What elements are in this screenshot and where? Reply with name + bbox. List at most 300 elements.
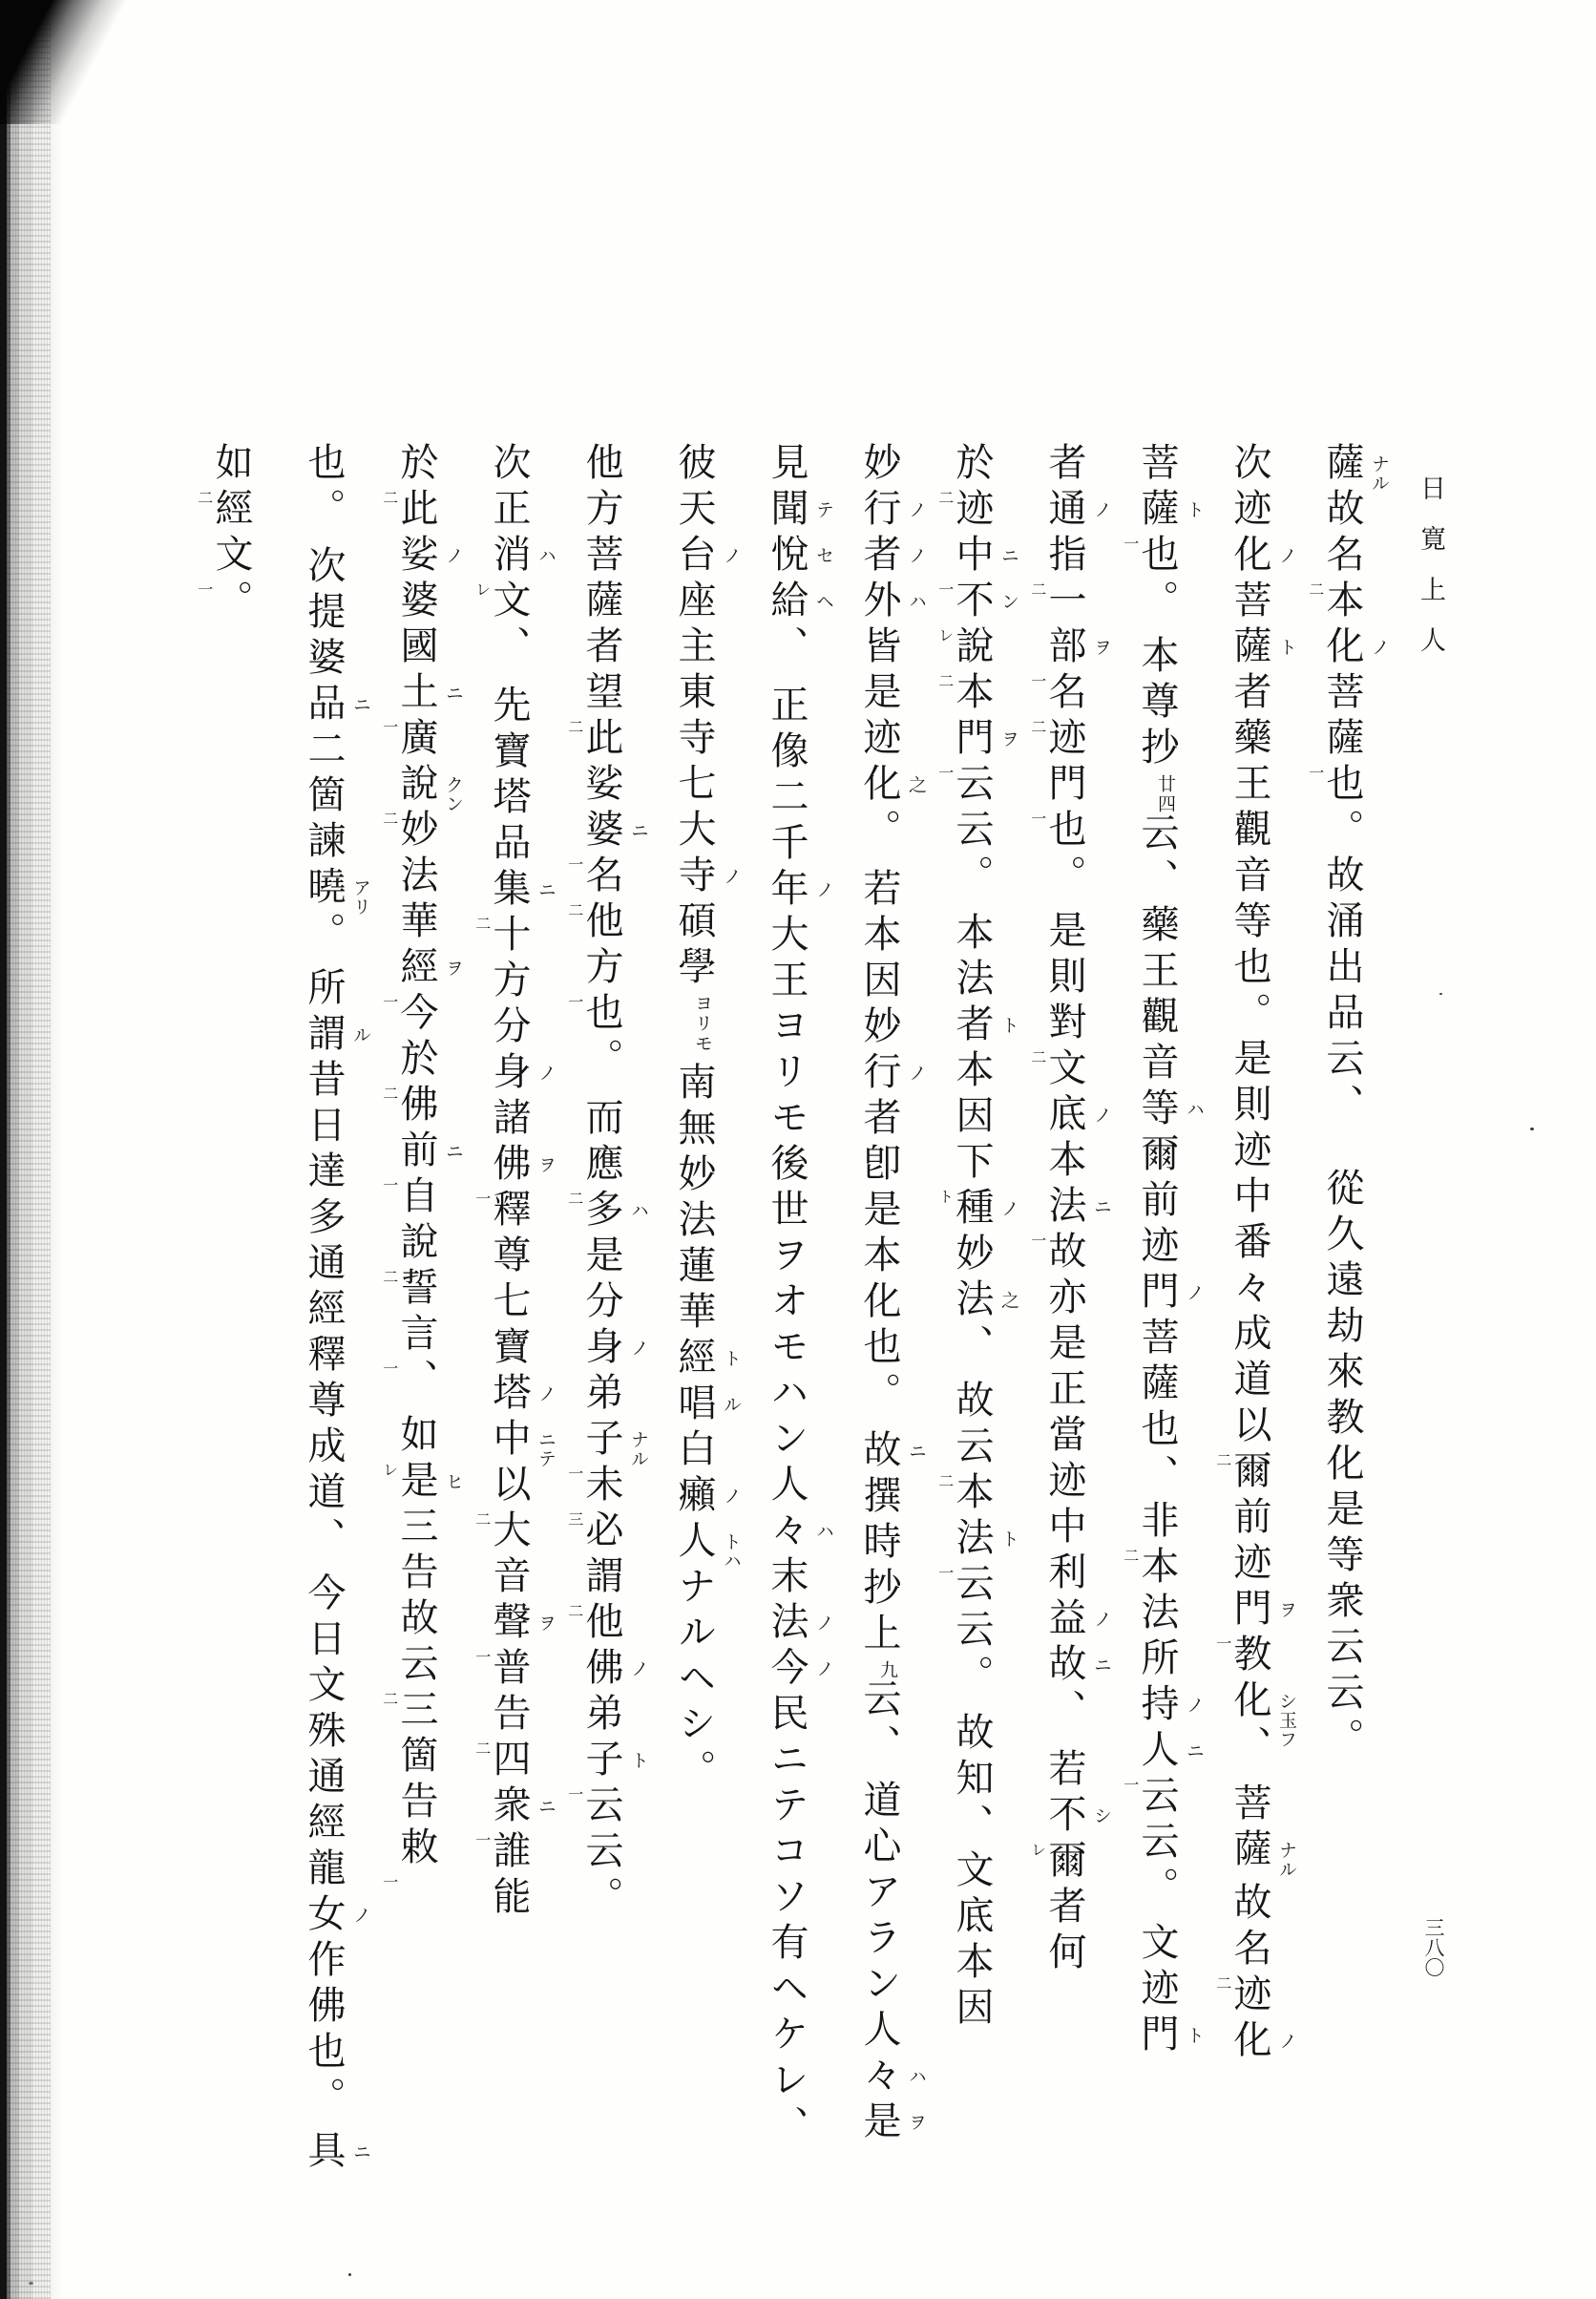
text-run: 本 <box>950 1471 994 1517</box>
okurigana-mark: ナル <box>628 1430 649 1468</box>
okurigana-mark: ヲ <box>1091 638 1112 657</box>
text-run: 婆國 <box>394 580 438 671</box>
text-run: 末 <box>765 1555 808 1601</box>
annotated-char: 種 ノ <box>950 1187 1019 1233</box>
kaeriten-mark: 二 <box>565 1603 584 1619</box>
okurigana-mark: ト <box>998 1016 1019 1035</box>
okurigana-mark: 之 <box>906 775 927 794</box>
annotated-char: 門 ノ <box>1135 1271 1205 1317</box>
annotated-char: 化 之 <box>857 763 927 809</box>
okurigana-mark: ニ <box>536 1797 556 1816</box>
kaeriten-mark: 二 <box>195 490 214 506</box>
annotated-char: 文 一 <box>195 534 253 598</box>
okurigana-mark: ノ <box>628 1339 649 1358</box>
okurigana-mark: セ <box>813 546 834 565</box>
text-run: 迹 <box>1042 717 1086 763</box>
annotated-char: 人 トハ <box>672 1520 742 1571</box>
annotated-char: 薩 ト <box>1228 625 1297 671</box>
kaeriten-mark: 二 <box>565 902 584 918</box>
okurigana-mark: ナル <box>1276 1841 1297 1879</box>
kaeriten-mark: 一 <box>935 765 955 781</box>
text-run: 此娑 <box>579 717 623 809</box>
annotated-char: 薩 一 <box>1306 717 1364 781</box>
text-run: 此 <box>394 488 438 534</box>
text-run: 從久遠劫來教化是等衆云云。 <box>1320 1168 1364 1763</box>
text-run: 今 <box>394 992 438 1038</box>
text-column <box>380 442 464 2122</box>
kaeriten-mark: 一 <box>380 994 399 1010</box>
text-run: 本尊抄 <box>1135 635 1179 772</box>
annotated-char: 謂 二 <box>565 1555 623 1619</box>
annotated-char: 行 ノ <box>857 488 927 534</box>
text-run: 皆是迹 <box>857 625 901 763</box>
text-run: 菩 <box>1135 442 1179 488</box>
text-run: 爾者何 <box>1042 1840 1086 1977</box>
okurigana-mark: ノ <box>998 1199 1019 1218</box>
annotated-char: 品 ニ <box>302 683 371 728</box>
text-run: 經 <box>209 488 253 534</box>
text-run: 迹 <box>950 488 994 534</box>
kaeriten-mark: 一 <box>565 994 584 1010</box>
okurigana-mark: ヲ <box>536 1614 556 1633</box>
kaeriten-mark: 二 <box>472 1511 492 1528</box>
annotated-char: 言 一 <box>380 1313 438 1377</box>
annotated-char: 云 二 <box>935 1425 994 1489</box>
annotated-char: 中 ニテ <box>487 1418 556 1468</box>
okurigana-mark: ノ <box>1091 500 1112 519</box>
text-run: 。 <box>857 809 901 854</box>
text-run: 他 <box>579 900 623 946</box>
okurigana-mark: 之 <box>998 1291 1019 1310</box>
page-number-value: 三八〇 <box>1422 1917 1445 1977</box>
text-column <box>765 442 834 2151</box>
okurigana-mark: ノ <box>1184 1696 1205 1715</box>
kaeriten-mark: 二 <box>1028 581 1047 598</box>
text-run: 所 <box>302 967 346 1013</box>
annotated-char: 名 二 <box>1028 671 1086 735</box>
scan-speck <box>29 2282 33 2285</box>
text-run: 民ニテコソ有ヘケレ、 <box>765 1693 808 2151</box>
annotated-char: 娑 ノ <box>394 534 464 580</box>
text-run: 見 <box>765 442 808 488</box>
kaeriten-mark: 一 <box>935 581 955 598</box>
okurigana-mark: ヲ <box>443 959 464 978</box>
okurigana-mark: ナル <box>1369 454 1390 493</box>
annotated-char: 化 ノ <box>1320 625 1390 671</box>
text-run: 是則 <box>1042 910 1086 1002</box>
okurigana-mark: ノ <box>1091 1610 1112 1629</box>
kaeriten-mark: 一 <box>380 1874 399 1890</box>
text-run: 他方菩薩者 <box>579 442 623 671</box>
kaeriten-mark: 一 <box>1306 765 1325 781</box>
text-run: 、 <box>765 625 808 671</box>
annotated-char: 下 ト <box>935 1141 994 1205</box>
text-run: 他 <box>579 1601 623 1647</box>
annotated-char: 法 ト 一 <box>935 1517 1019 1581</box>
text-run: 彼天 <box>672 442 716 534</box>
okurigana-mark: ハ <box>906 2067 927 2086</box>
okurigana-mark: ヒ <box>443 1472 464 1491</box>
binding-edge-noise <box>7 0 51 2299</box>
okurigana-mark: ノ <box>443 546 464 565</box>
okurigana-mark: ヲ <box>906 2113 927 2132</box>
kaeriten-mark: 一 <box>380 719 399 735</box>
text-column <box>1213 442 1297 2122</box>
okurigana-mark: ニ <box>1091 1656 1112 1675</box>
text-run: 迹 <box>1228 1973 1271 2019</box>
text-run: 本因 <box>950 1049 994 1141</box>
text-run: 也。故涌出品云、 <box>1320 763 1364 1129</box>
annotated-char: 身 ノ <box>487 1051 556 1097</box>
text-run: 、 <box>394 1359 438 1404</box>
kaeriten-mark: 一 <box>1121 536 1140 552</box>
kaeriten-mark: 二 <box>935 1473 955 1489</box>
annotated-char: 多 ハ <box>579 1189 649 1234</box>
text-column <box>472 442 556 2122</box>
kaeriten-mark: 一 <box>472 1649 492 1665</box>
annotated-char: 聞 テ <box>765 488 834 534</box>
okurigana-mark: ル <box>350 1025 371 1044</box>
annotated-char: 聲 ヲ 一 <box>472 1601 556 1665</box>
annotated-char: 說 クン 二 <box>380 763 464 827</box>
annotated-char: 故 ニ <box>857 1429 927 1475</box>
text-column <box>302 442 371 2176</box>
text-run: 也。 <box>302 442 346 534</box>
annotated-char: 土 ニ 一 <box>380 671 464 735</box>
annotated-char: 行 ノ <box>857 1051 927 1097</box>
annotated-char: 者 ト <box>950 1003 1019 1049</box>
annotated-char: 底 ノ <box>1042 1093 1112 1139</box>
text-run: 、 <box>1042 1689 1086 1735</box>
annotated-char: 佛 ノ <box>579 1647 649 1693</box>
text-run: 教 <box>1228 1634 1271 1679</box>
text-run: 撰時抄上 <box>857 1475 901 1658</box>
okurigana-mark: ノ <box>906 1064 927 1083</box>
annotated-char: 給 ヘ <box>765 580 834 625</box>
annotated-char: 佛 ヲ 一 <box>472 1143 556 1207</box>
text-run: 云云。 <box>579 1784 623 1922</box>
text-run: 一 <box>1042 580 1086 625</box>
text-run: 弟 <box>579 1693 623 1739</box>
annotated-char: 說 二 <box>935 625 994 689</box>
kaeriten-mark: 一 <box>565 1466 584 1482</box>
okurigana-mark: ノ <box>813 1659 834 1678</box>
annotated-char: 具 ニ <box>302 2130 371 2176</box>
text-run: 爾前迹 <box>1228 1450 1271 1588</box>
okurigana-mark: ニ <box>1091 1197 1112 1216</box>
kaeriten-mark: 二 <box>380 1691 399 1707</box>
text-run: 道心アラン人 <box>857 1780 901 2055</box>
text-run: 故亦是正當迹中利 <box>1042 1231 1086 1597</box>
text-run: 四 <box>487 1739 531 1784</box>
annotated-char: 指 二 <box>1028 534 1086 598</box>
text-run: 菩 <box>1320 671 1364 717</box>
text-run: 若本因妙 <box>857 868 901 1051</box>
okurigana-mark: ノ <box>813 1614 834 1633</box>
okurigana-mark: ヲ <box>998 729 1019 749</box>
text-run: 云云。 <box>1135 1775 1179 1912</box>
text-run: ナルヘシ。 <box>672 1566 716 1795</box>
text-run: 、 <box>950 1324 994 1370</box>
annotated-char: 曉 アリ <box>302 866 371 917</box>
text-run: 者卽是本化也。 <box>857 1097 901 1418</box>
okurigana-mark: ノ <box>1184 1283 1205 1302</box>
kaeriten-mark: 二 <box>472 916 492 932</box>
text-run: 故知、文底本因 <box>950 1712 994 2033</box>
okurigana-mark: ニ <box>1184 1741 1205 1761</box>
page-corner-shadow <box>0 0 134 124</box>
text-run: 誓 <box>394 1267 438 1313</box>
scan-speck <box>348 2273 351 2276</box>
okurigana-mark: ヲ <box>536 1155 556 1174</box>
okurigana-mark: ハ <box>813 1522 834 1541</box>
text-run: 文 <box>1042 1047 1086 1093</box>
okurigana-mark: ニ <box>628 821 649 840</box>
kaeriten-mark: 二 <box>380 1086 399 1102</box>
kaeriten-mark: 二 <box>380 1269 399 1285</box>
text-run: 云、藥王觀音 <box>1135 812 1179 1087</box>
text-run: 作佛也。 <box>302 1939 346 2122</box>
running-header-title: 日寛上人 <box>1416 475 1445 677</box>
okurigana-mark: ハ <box>628 1201 649 1220</box>
text-run: 次提婆 <box>302 545 346 683</box>
annotated-char: 持 ノ <box>1135 1683 1205 1729</box>
text-run: 十方分 <box>487 914 531 1051</box>
text-run: 爾前迹 <box>1135 1133 1179 1271</box>
annotated-char: 名 二 <box>1213 1928 1271 1992</box>
text-run: 故 <box>1228 1882 1271 1928</box>
okurigana-mark: テ <box>813 500 834 519</box>
kaeriten-mark: 一 <box>935 1565 955 1581</box>
text-run: 座主東寺七大 <box>672 580 716 854</box>
text-run: 也。 <box>1135 534 1179 625</box>
annotated-char: 中 ニ 一 <box>935 534 1019 598</box>
kaeriten-mark: レ <box>1028 1842 1047 1858</box>
text-run: 三箇告 <box>394 1689 438 1826</box>
annotated-char: 經 ト <box>672 1337 742 1382</box>
okurigana-mark: ニ <box>350 2142 371 2162</box>
annotated-char: 告 二 <box>472 1693 531 1757</box>
annotated-char: 望 二 <box>565 671 623 735</box>
annotated-char: 名 二 <box>1306 534 1364 598</box>
text-column <box>935 442 1019 2122</box>
text-run: 是分 <box>579 1234 623 1326</box>
okurigana-mark: ノ <box>721 1487 742 1506</box>
okurigana-mark: シ玉フ <box>1276 1692 1297 1749</box>
text-run: 文迹 <box>1135 1922 1179 2014</box>
text-run: 白 <box>672 1428 716 1474</box>
annotated-char: 門 ト <box>1135 2014 1205 2059</box>
kaeriten-mark: ト <box>935 1189 955 1205</box>
annotated-char: 化 ノ <box>1228 2019 1297 2065</box>
page-number <box>1423 1917 1443 1977</box>
text-column <box>565 442 649 2122</box>
inline-note: 廿四 <box>1155 774 1176 814</box>
okurigana-mark: ニ <box>536 880 556 899</box>
text-column <box>1121 442 1205 2122</box>
annotated-char: 敕 一 <box>380 1826 438 1890</box>
annotated-char: 是 ヲ <box>857 2100 927 2146</box>
kaeriten-mark: 二 <box>472 1740 492 1757</box>
annotated-char: 不 シ レ <box>1028 1794 1112 1858</box>
annotated-char: 故 ニ <box>1042 1643 1112 1689</box>
kaeriten-mark: 二 <box>1121 1548 1140 1564</box>
text-run: 云云。 <box>950 763 994 900</box>
annotated-char: 應 二 <box>565 1143 623 1207</box>
okurigana-mark: ニ <box>350 695 371 714</box>
annotated-char: 門 ヲ 一 <box>1213 1588 1297 1652</box>
kaeriten-mark: 二 <box>935 673 955 689</box>
annotated-char: 婆 ニ 一 <box>565 809 649 873</box>
annotated-char: 名 二 <box>565 854 623 918</box>
annotated-char: 等 ハ <box>1135 1087 1205 1133</box>
text-run: 佛 <box>394 1084 438 1129</box>
text-run: 故 <box>1320 488 1364 534</box>
scan-speck <box>1530 1128 1534 1130</box>
text-column <box>1028 442 1112 2122</box>
text-run: 昔日達多通經釋尊成道、 <box>302 1059 346 1563</box>
okurigana-mark: ニテ <box>536 1430 556 1468</box>
annotated-char: 說 二 <box>380 1221 438 1285</box>
okurigana-mark: ノ <box>350 1906 371 1925</box>
text-run: 也。 <box>579 992 623 1084</box>
annotated-char: 薩 ト 一 <box>1121 488 1205 552</box>
text-run: 妙 <box>950 1233 994 1278</box>
kaeriten-mark: 二 <box>380 811 399 827</box>
annotated-char: 門 一 <box>1028 763 1086 827</box>
annotated-char: 々 ハ <box>857 2055 927 2100</box>
annotated-char: 年 ノ <box>765 868 834 914</box>
text-block <box>159 442 1390 2176</box>
annotated-char: 今 ノ <box>765 1647 834 1693</box>
annotated-char: 云 二 <box>380 1643 438 1707</box>
text-run: 若 <box>1042 1748 1086 1794</box>
kaeriten-mark: 二 <box>1028 719 1047 735</box>
annotated-char: 對 二 <box>1028 1002 1086 1065</box>
okurigana-mark: ノ <box>906 500 927 519</box>
annotated-char: 寺 ノ <box>672 854 742 900</box>
annotated-char: 不 ン レ <box>935 580 1019 643</box>
annotated-char: 消 ハ レ <box>472 534 556 598</box>
kaeriten-mark: 一 <box>565 1786 584 1803</box>
text-run: 本 <box>1320 580 1364 625</box>
annotated-char: 子 ナル 一 <box>565 1418 649 1482</box>
text-column <box>857 442 927 2146</box>
okurigana-mark: ヘ <box>813 592 834 611</box>
text-run: 者藥王觀音等也。是則迹中番々成道 <box>1228 671 1271 1404</box>
kaeriten-mark: レ <box>380 1462 399 1478</box>
inline-note: ヨリモ <box>692 994 713 1054</box>
okurigana-mark: ヲ <box>1276 1600 1297 1619</box>
annotated-char: 通 ノ <box>1042 488 1112 534</box>
okurigana-mark: ニ <box>443 684 464 703</box>
annotated-char: 薩 ナル <box>1228 1828 1297 1879</box>
text-column <box>1306 442 1390 2122</box>
text-run: 也。 <box>1042 809 1086 900</box>
annotated-char: 癩 ノ <box>672 1474 742 1520</box>
kaeriten-mark: 一 <box>472 1832 492 1848</box>
kaeriten-mark: 二 <box>1028 1049 1047 1065</box>
annotated-char: 人 ニ 一 <box>1121 1729 1205 1793</box>
annotated-char: 外 ハ <box>857 580 927 625</box>
text-run: 自 <box>394 1175 438 1221</box>
annotated-char: 集 ニ 二 <box>472 868 556 932</box>
text-run: 者 <box>1042 442 1086 488</box>
okurigana-mark: ニ <box>998 546 1019 565</box>
kaeriten-mark: 一 <box>380 1177 399 1193</box>
annotated-char: 於 二 <box>380 442 438 506</box>
annotated-char: 台 ノ <box>672 534 742 580</box>
okurigana-mark: ト <box>1276 638 1297 657</box>
annotated-char: 是 ヒ <box>394 1460 464 1506</box>
annotated-char: 衆 ニ 一 <box>472 1784 556 1848</box>
annotated-char: 部 ヲ 一 <box>1028 625 1112 689</box>
okurigana-mark: ノ <box>536 1384 556 1403</box>
okurigana-mark: ト <box>998 1529 1019 1549</box>
text-run: 本法所 <box>1135 1546 1179 1683</box>
text-run: 本 <box>950 671 994 717</box>
text-run: 、 <box>1228 1725 1271 1771</box>
text-run: 文、 <box>487 580 531 671</box>
kaeriten-mark: レ <box>935 627 955 643</box>
annotated-char: 法 之 <box>950 1278 1019 1324</box>
text-run: 菩薩也、 <box>1135 1317 1179 1500</box>
annotated-char: 女 ノ <box>302 1893 371 1939</box>
annotated-char: 身 ノ <box>579 1326 649 1372</box>
okurigana-mark: ト <box>1184 2026 1205 2045</box>
text-run: 云、 <box>857 1678 901 1770</box>
annotated-char: 者 ノ <box>857 534 927 580</box>
text-run: 二箇諫 <box>302 728 346 866</box>
okurigana-mark: ノ <box>813 880 834 899</box>
text-run: 而 <box>579 1097 623 1143</box>
kaeriten-mark: 二 <box>1213 1452 1232 1468</box>
annotated-char: 未 三 <box>565 1464 623 1528</box>
annotated-char: 方 一 <box>565 946 623 1010</box>
text-run: 故 <box>950 1380 994 1425</box>
annotated-char: 化 シ玉フ <box>1228 1679 1297 1749</box>
annotated-char: 益 ノ <box>1042 1597 1112 1643</box>
annotated-char: 法 ノ <box>765 1601 834 1647</box>
okurigana-mark: ノ <box>1369 638 1390 657</box>
text-run: 必 <box>579 1509 623 1555</box>
text-run: 廣 <box>394 717 438 763</box>
okurigana-mark: ノ <box>628 1659 649 1678</box>
text-run: 諸 <box>487 1097 531 1143</box>
text-run: 菩 <box>1228 580 1271 625</box>
okurigana-mark: ノ <box>1091 1106 1112 1125</box>
kaeriten-mark: 二 <box>565 719 584 735</box>
text-run: 誰能 <box>487 1830 531 1922</box>
kaeriten-mark: 二 <box>565 1191 584 1207</box>
text-column <box>672 442 742 2122</box>
inline-note: 九 <box>877 1660 898 1680</box>
kaeriten-mark: 一 <box>1213 1635 1232 1652</box>
kaeriten-mark: 一 <box>1028 673 1047 689</box>
kaeriten-mark: レ <box>472 581 492 598</box>
kaeriten-mark: 一 <box>565 856 584 873</box>
annotated-char: 以 二 <box>472 1464 531 1528</box>
kaeriten-mark: 二 <box>380 490 399 506</box>
text-run: 大音 <box>487 1509 531 1601</box>
kaeriten-mark: 二 <box>1213 1975 1232 1992</box>
text-run: 普 <box>487 1647 531 1693</box>
okurigana-mark: ノ <box>906 546 927 565</box>
annotated-char: 薩 ナル <box>1320 442 1390 493</box>
text-run: 南無妙法蓮華 <box>672 1062 716 1337</box>
okurigana-mark: ン <box>998 592 1019 611</box>
text-run: 今日文殊通經龍 <box>302 1572 346 1893</box>
